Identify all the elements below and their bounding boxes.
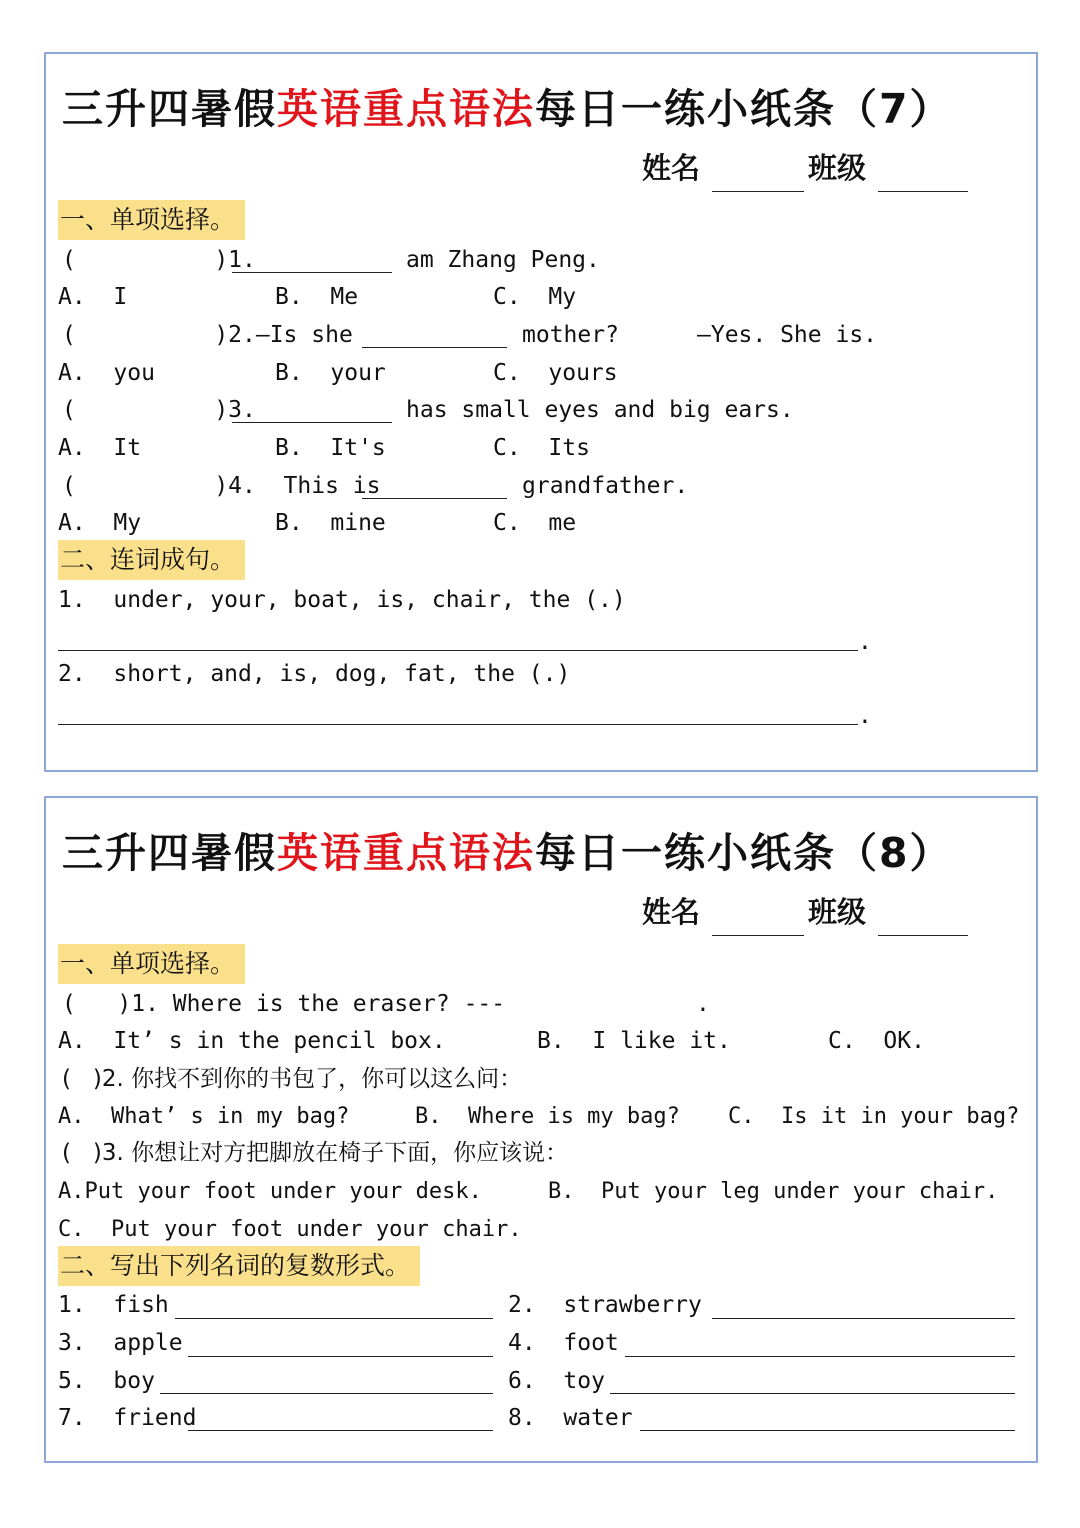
question-bracket: ( )4. This is <box>62 473 381 499</box>
answer-blank[interactable] <box>232 422 392 423</box>
option-b: B. Put your leg under your chair. <box>548 1179 999 1204</box>
sentence-prompt: 2. short, and, is, dog, fat, the (.) <box>58 661 571 687</box>
answer-blank[interactable] <box>362 347 507 348</box>
word-item: 2. strawberry <box>508 1292 702 1318</box>
class-label: 班级 <box>808 151 867 185</box>
word-item: 1. fish <box>58 1292 169 1318</box>
class-field[interactable] <box>878 191 968 192</box>
word-answer-line[interactable] <box>160 1393 493 1394</box>
section-header: 一、单项选择。 <box>58 200 245 240</box>
option-a: A. It <box>58 435 142 461</box>
title-suffix: 每日一练小纸条（7） <box>535 85 953 133</box>
option-b: B. Me <box>275 284 359 310</box>
option-a: A. What’ s in my bag? <box>58 1104 350 1129</box>
period: . <box>696 991 710 1017</box>
option-c: C. Its <box>493 435 590 461</box>
class-field[interactable] <box>878 935 968 936</box>
question-bracket: ( )3. <box>62 397 256 423</box>
question-1: ( )1. Where is the eraser? --- <box>62 991 506 1017</box>
option-c: C. Put your foot under your chair. <box>58 1217 522 1242</box>
question-stem: mother? <box>522 322 619 348</box>
word-answer-line[interactable] <box>640 1430 1015 1431</box>
section-header: 二、连词成句。 <box>58 540 245 580</box>
sentence-answer-line[interactable] <box>58 724 858 725</box>
word-answer-line[interactable] <box>610 1393 1015 1394</box>
sentence-prompt: 1. under, your, boat, is, chair, the (.) <box>58 587 626 613</box>
worksheet-card-7 <box>44 52 1038 772</box>
option-c: C. yours <box>493 360 618 386</box>
period: . <box>858 629 872 655</box>
word-answer-line[interactable] <box>175 1318 493 1319</box>
word-item: 3. apple <box>58 1330 183 1356</box>
title-suffix: 每日一练小纸条（8） <box>535 829 953 877</box>
title-highlight: 英语重点语法 <box>277 829 535 877</box>
word-answer-line[interactable] <box>188 1430 493 1431</box>
sheet-title <box>62 820 953 879</box>
option-b: B. I like it. <box>537 1028 731 1054</box>
name-label: 姓名 <box>642 895 701 929</box>
option-c: C. OK. <box>828 1028 925 1054</box>
word-answer-line[interactable] <box>188 1356 493 1357</box>
question-reply: —Yes. She is. <box>697 322 878 348</box>
name-field[interactable] <box>712 935 804 936</box>
option-a: A.Put your foot under your desk. <box>58 1179 482 1204</box>
word-item: 7. friend <box>58 1405 197 1431</box>
option-a: A. My <box>58 510 142 536</box>
option-a: A. you <box>58 360 155 386</box>
sheet-title <box>62 76 953 135</box>
option-c: C. Is it in your bag? <box>728 1104 1020 1129</box>
question-bracket: ( )2.—Is she <box>62 322 353 348</box>
option-c: C. My <box>493 284 577 310</box>
word-item: 8. water <box>508 1405 633 1431</box>
word-answer-line[interactable] <box>712 1318 1015 1319</box>
option-b: B. mine <box>275 510 386 536</box>
question-stem: am Zhang Peng. <box>406 247 600 273</box>
question-bracket: ( )1. <box>62 247 256 273</box>
period: . <box>858 703 872 729</box>
option-b: B. It's <box>275 435 386 461</box>
question-stem: has small eyes and big ears. <box>406 397 794 423</box>
word-item: 6. toy <box>508 1368 605 1394</box>
word-item: 5. boy <box>58 1368 155 1394</box>
worksheet-card-8 <box>44 796 1038 1463</box>
class-label: 班级 <box>808 895 867 929</box>
option-b: B. Where is my bag? <box>415 1104 680 1129</box>
sentence-answer-line[interactable] <box>58 650 858 651</box>
answer-blank[interactable] <box>232 272 392 273</box>
option-c: C. me <box>493 510 577 536</box>
word-item: 4. foot <box>508 1330 619 1356</box>
question-2: ( )2. 你找不到你的书包了，你可以这么问： <box>62 1066 523 1092</box>
title-highlight: 英语重点语法 <box>277 85 535 133</box>
section-header: 一、单项选择。 <box>58 944 245 984</box>
option-a: A. I <box>58 284 128 310</box>
option-a: A. It’ s in the pencil box. <box>58 1028 446 1054</box>
title-prefix: 三升四暑假 <box>62 829 277 877</box>
word-answer-line[interactable] <box>625 1356 1015 1357</box>
section-header: 二、写出下列名词的复数形式。 <box>58 1246 420 1286</box>
title-prefix: 三升四暑假 <box>62 85 277 133</box>
question-stem: grandfather. <box>522 473 689 499</box>
question-3: ( )3. 你想让对方把脚放在椅子下面，你应该说： <box>62 1140 569 1166</box>
option-b: B. your <box>275 360 386 386</box>
answer-blank[interactable] <box>362 498 507 499</box>
name-label: 姓名 <box>642 151 701 185</box>
name-field[interactable] <box>712 191 804 192</box>
